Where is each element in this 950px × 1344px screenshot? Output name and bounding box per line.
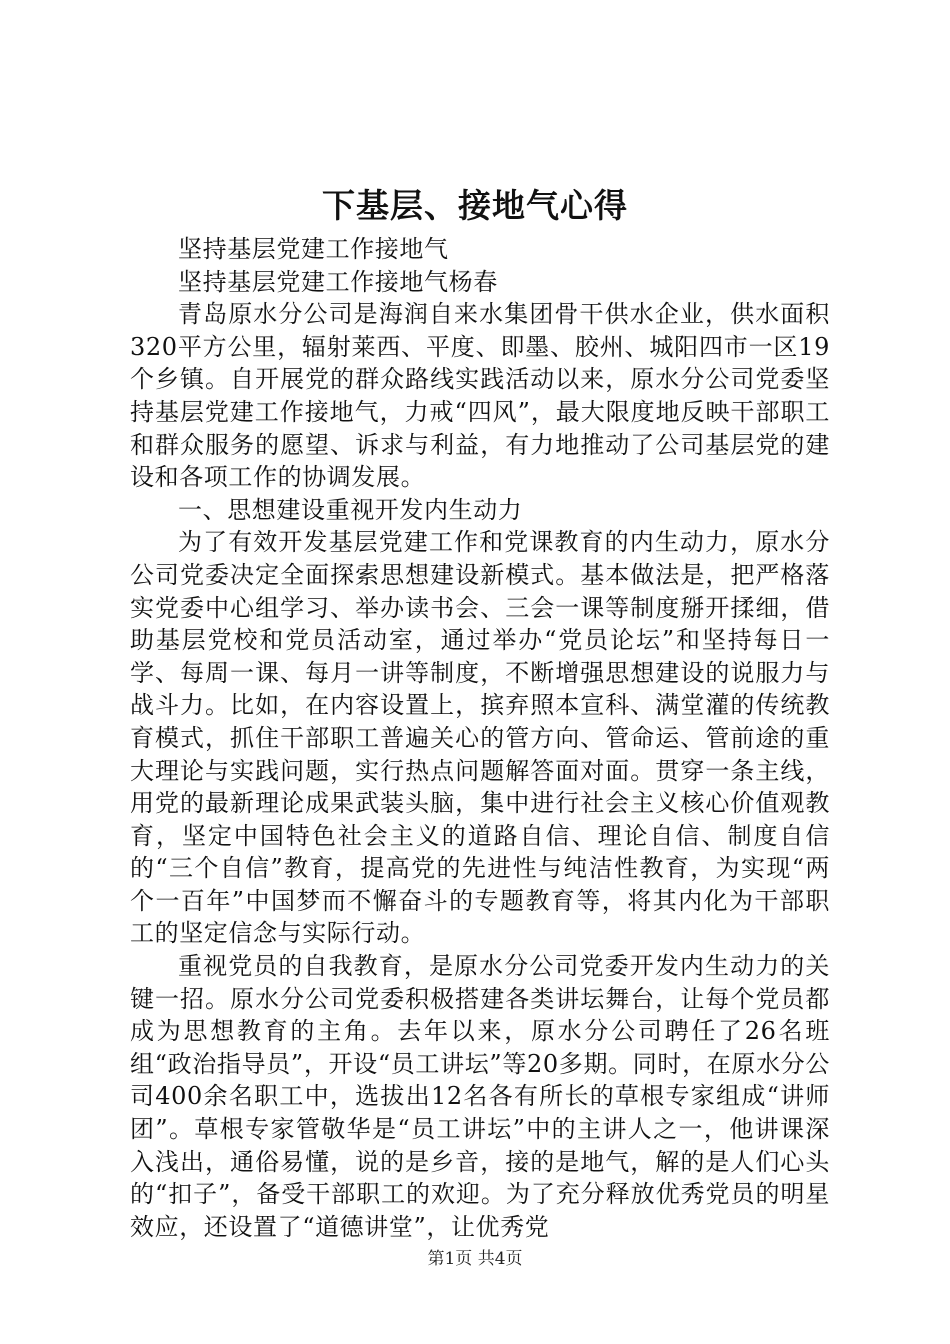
section-heading: 一、思想建设重视开发内生动力: [178, 495, 523, 524]
page-number: 第1页 共4页: [427, 1249, 523, 1269]
paragraph-body: 重视党员的自我教育，是原水分公司党委开发内生动力的关键一招。原水分公司党委积极搭建各类讲坛舞台，让每个党员都成为思想教育的主角。去年以来，原水分公司聘任了26名班组“政治指导员”，开设“员工讲坛”等20多期。同时，在原水分公司400余名职工中，选拔出12名各有所长的草根专家组成“讲师团”。草根专家管敬华是“员工讲坛”中的主讲人之一，他讲课深入浅出，通俗易懂，说的是乡音，接的是地气，解的是人们心头的“扣子”，备受干部职工的欢迎。为了充分释放优秀党员的明星效应，还设置了“道德讲堂”，让优秀党: [130, 952, 830, 1241]
paragraph-subtitle: 坚持基层党建工作接地气: [178, 235, 449, 263]
document-body: [130, 233, 830, 1243]
paragraph-subtitle-author: 坚持基层党建工作接地气杨春: [178, 267, 498, 296]
paragraph-intro: 青岛原水分公司是海润自来水集团骨干供水企业，供水面积320平方公里，辐射莱西、平度、即墨、胶州、城阳四市一区19个乡镇。自开展党的群众路线实践活动以来，原水分公司党委坚持基层党建工作接地气，力戒“四风”，最大限度地反映干部职工和群众服务的愿望、诉求与利益，有力地推动了公司基层党的建设和各项工作的协调发展。: [130, 300, 830, 492]
document-title: 下基层、接地气心得: [322, 186, 628, 225]
paragraph-body: 为了有效开发基层党建工作和党课教育的内生动力，原水分公司党委决定全面探索思想建设新模式。基本做法是，把严格落实党委中心组学习、举办读书会、三会一课等制度掰开揉细，借助基层党校和党员活动室，通过举办“党员论坛”和坚持每日一学、每周一课、每月一讲等制度，不断增强思想建设的说服力与战斗力。比如，在内容设置上，摈弃照本宣科、满堂灌的传统教育模式，抓住干部职工普遍关心的管方向、管命运、管前途的重大理论与实践问题，实行热点问题解答面对面。贯穿一条主线，用党的最新理论成果武装头脑，集中进行社会主义核心价值观教育，坚定中国特色社会主义的道路自信、理论自信、制度自信的“三个自信”教育，提高党的先进性与纯洁性教育，为实现“两个一百年”中国梦而不懈奋斗的专题教育等，将其内化为干部职工的坚定信念与实际行动。: [130, 528, 830, 948]
